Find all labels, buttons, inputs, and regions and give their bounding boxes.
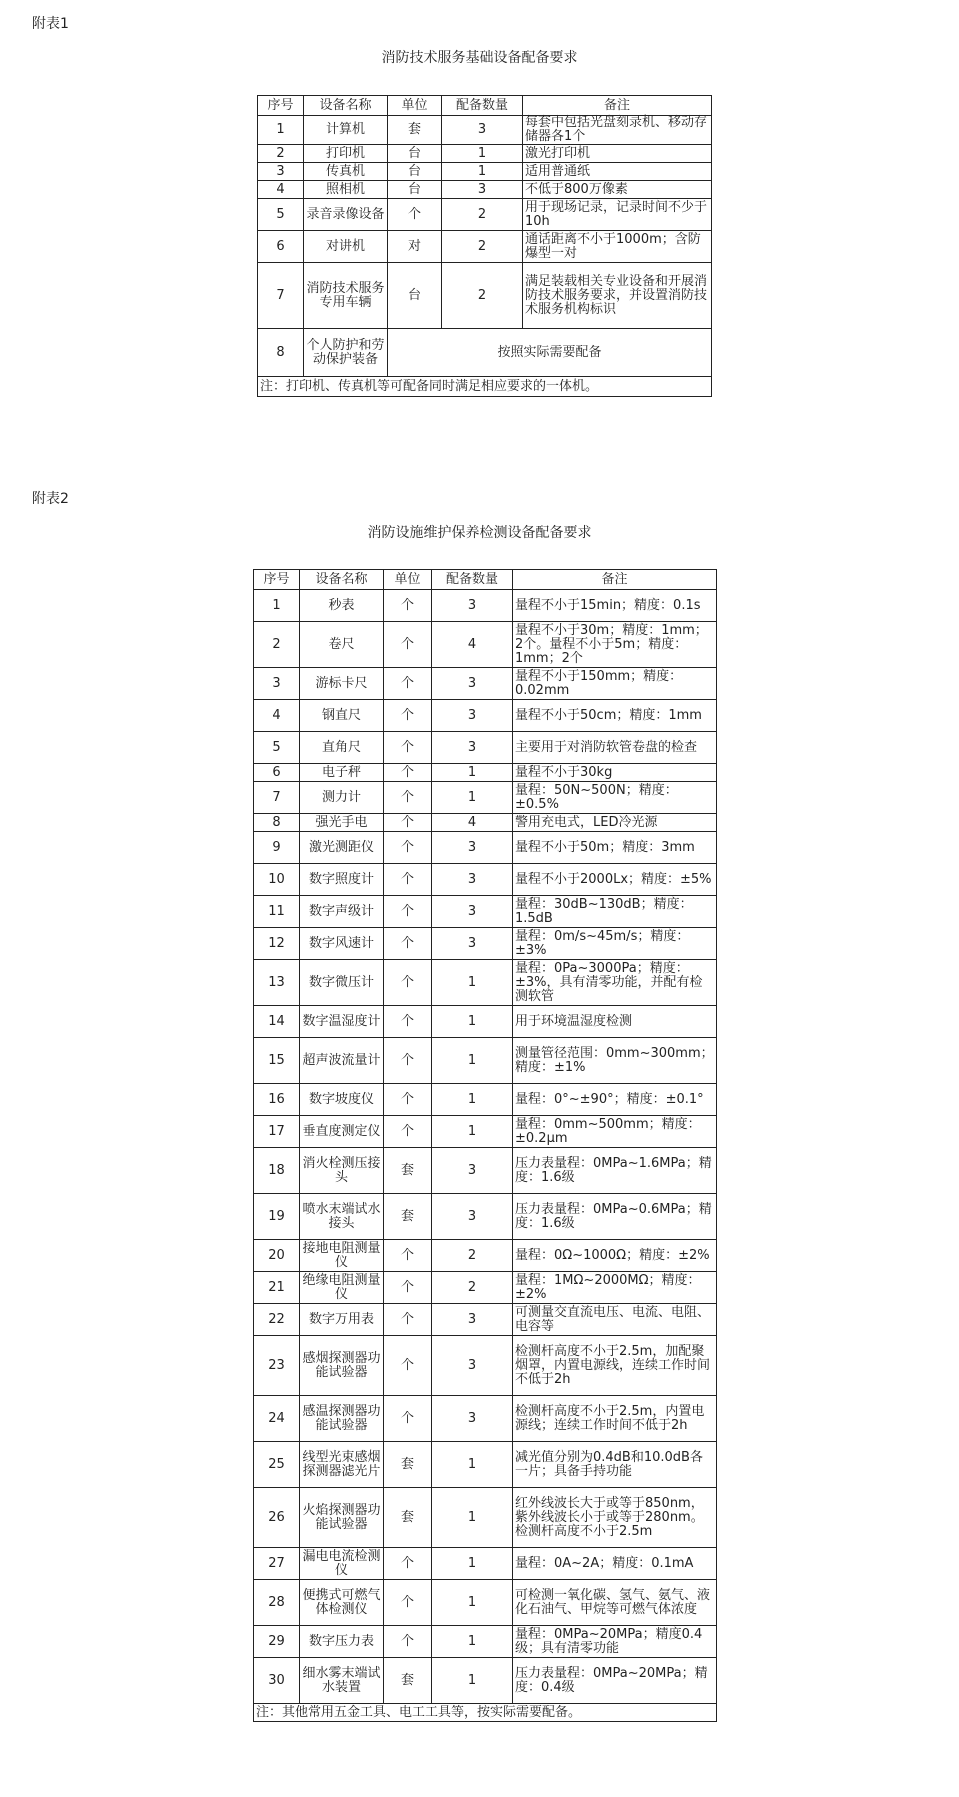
cell-note: 可检测一氧化碳、氢气、氨气、液化石油气、甲烷等可燃气体浓度 [513, 1580, 717, 1626]
cell-name: 个人防护和劳动保护装备 [304, 329, 388, 377]
cell-note: 满足装载相关专业设备和开展消防技术服务要求，并设置消防技术服务机构标识 [523, 263, 712, 329]
cell-qty: 1 [432, 1580, 513, 1626]
cell-qty: 1 [432, 1038, 513, 1084]
cell-qty: 2 [442, 263, 523, 329]
table-row [254, 960, 717, 1006]
cell-unit: 个 [384, 1304, 432, 1336]
table-row [254, 590, 717, 622]
cell-name: 火焰探测器功能试验器 [300, 1488, 384, 1548]
cell-name: 秒表 [300, 590, 384, 622]
table-row [254, 928, 717, 960]
cell-name: 喷水末端试水接头 [300, 1194, 384, 1240]
cell-unit: 个 [384, 1580, 432, 1626]
cell-no: 2 [258, 145, 304, 163]
cell-name: 数字声级计 [300, 896, 384, 928]
cell-no: 24 [254, 1396, 300, 1442]
cell-note: 用于环境温湿度检测 [513, 1006, 717, 1038]
cell-no: 3 [258, 163, 304, 181]
cell-no: 29 [254, 1626, 300, 1658]
cell-qty: 3 [442, 181, 523, 199]
column-header: 单位 [388, 96, 442, 116]
cell-name: 打印机 [304, 145, 388, 163]
cell-unit: 台 [388, 163, 442, 181]
cell-no: 3 [254, 668, 300, 700]
cell-qty: 4 [432, 622, 513, 668]
cell-unit: 对 [388, 231, 442, 263]
cell-qty: 3 [432, 1336, 513, 1396]
table-row [254, 1396, 717, 1442]
cell-note: 量程：1MΩ~2000MΩ；精度：±2% [513, 1272, 717, 1304]
cell-no: 13 [254, 960, 300, 1006]
cell-unit: 个 [384, 814, 432, 832]
cell-qty: 1 [432, 764, 513, 782]
cell-unit: 个 [384, 1006, 432, 1038]
appendix-1-label: 附表1 [32, 16, 69, 32]
cell-name: 消防技术服务专用车辆 [304, 263, 388, 329]
cell-no: 4 [258, 181, 304, 199]
cell-note: 量程不小于50m；精度：3mm [513, 832, 717, 864]
cell-qty: 1 [432, 782, 513, 814]
cell-qty: 1 [432, 1488, 513, 1548]
table-row [254, 764, 717, 782]
cell-unit: 个 [384, 1116, 432, 1148]
cell-unit: 个 [384, 832, 432, 864]
cell-no: 16 [254, 1084, 300, 1116]
column-header: 设备名称 [304, 96, 388, 116]
cell-no: 23 [254, 1336, 300, 1396]
cell-note: 压力表量程：0MPa~0.6MPa；精度：1.6级 [513, 1194, 717, 1240]
cell-unit: 个 [384, 622, 432, 668]
cell-unit: 个 [384, 1336, 432, 1396]
cell-name: 线型光束感烟探测器滤光片 [300, 1442, 384, 1488]
table-row [254, 1336, 717, 1396]
cell-unit: 个 [384, 896, 432, 928]
cell-name: 测力计 [300, 782, 384, 814]
cell-qty: 3 [432, 1304, 513, 1336]
table-row [254, 832, 717, 864]
table-row [254, 1272, 717, 1304]
table-row [254, 1548, 717, 1580]
column-header: 配备数量 [432, 570, 513, 590]
cell-name: 数字温湿度计 [300, 1006, 384, 1038]
table-row [258, 116, 712, 145]
appendix-2-label: 附表2 [32, 491, 69, 507]
cell-note: 检测杆高度不小于2.5m，加配聚烟罩，内置电源线，连续工作时间不低于2h [513, 1336, 717, 1396]
cell-unit: 台 [388, 145, 442, 163]
table-row [254, 668, 717, 700]
table-1-title: 消防技术服务基础设备配备要求 [381, 50, 578, 66]
cell-no: 28 [254, 1580, 300, 1626]
cell-no: 26 [254, 1488, 300, 1548]
table-row [258, 163, 712, 181]
cell-unit: 套 [384, 1442, 432, 1488]
cell-name: 数字坡度仪 [300, 1084, 384, 1116]
cell-name: 激光测距仪 [300, 832, 384, 864]
cell-qty: 1 [432, 1116, 513, 1148]
cell-note: 红外线波长大于或等于850nm，紫外线波长小于或等于280nm。检测杆高度不小于2.5m [513, 1488, 717, 1548]
table-row [254, 1194, 717, 1240]
table-row [254, 1006, 717, 1038]
table-row [254, 1148, 717, 1194]
cell-note: 主要用于对消防软管卷盘的检查 [513, 732, 717, 764]
cell-note: 可测量交直流电压、电流、电阻、电容等 [513, 1304, 717, 1336]
cell-name: 卷尺 [300, 622, 384, 668]
cell-qty: 1 [432, 1084, 513, 1116]
cell-note: 量程不小于50cm；精度：1mm [513, 700, 717, 732]
table-1-footnote: 注：打印机、传真机等可配备同时满足相应要求的一体机。 [258, 377, 712, 397]
cell-unit: 个 [384, 782, 432, 814]
table-row [254, 1658, 717, 1704]
cell-name: 直角尺 [300, 732, 384, 764]
cell-unit: 个 [384, 732, 432, 764]
table-row [258, 181, 712, 199]
table-row [254, 1084, 717, 1116]
cell-note: 量程：0mm~500mm；精度：±0.2μm [513, 1116, 717, 1148]
table-2-footnote-row [254, 1704, 717, 1722]
cell-name: 消火栓测压接头 [300, 1148, 384, 1194]
cell-unit: 个 [384, 1038, 432, 1084]
cell-unit: 台 [388, 263, 442, 329]
cell-note: 量程：0Ω~1000Ω；精度：±2% [513, 1240, 717, 1272]
cell-note: 压力表量程：0MPa~1.6MPa；精度：1.6级 [513, 1148, 717, 1194]
table-1-footnote-row [258, 377, 712, 397]
table-row [254, 1488, 717, 1548]
cell-note: 量程不小于150mm；精度：0.02mm [513, 668, 717, 700]
cell-note: 量程不小于2000Lx；精度：±5% [513, 864, 717, 896]
cell-note: 激光打印机 [523, 145, 712, 163]
cell-no: 12 [254, 928, 300, 960]
cell-note: 量程：0MPa~20MPa；精度0.4级；具有清零功能 [513, 1626, 717, 1658]
cell-no: 2 [254, 622, 300, 668]
table-row [254, 1038, 717, 1084]
cell-no: 6 [258, 231, 304, 263]
cell-no: 8 [254, 814, 300, 832]
cell-no: 17 [254, 1116, 300, 1148]
cell-qty: 3 [432, 896, 513, 928]
table-row [254, 864, 717, 896]
cell-name: 数字微压计 [300, 960, 384, 1006]
cell-unit: 个 [388, 199, 442, 231]
cell-merged-note: 按照实际需要配备 [388, 329, 712, 377]
cell-no: 10 [254, 864, 300, 896]
cell-qty: 3 [432, 1148, 513, 1194]
cell-unit: 个 [384, 764, 432, 782]
table-row [254, 1626, 717, 1658]
cell-name: 绝缘电阻测量仪 [300, 1272, 384, 1304]
cell-qty: 2 [432, 1240, 513, 1272]
cell-qty: 1 [432, 1006, 513, 1038]
cell-no: 22 [254, 1304, 300, 1336]
cell-name: 计算机 [304, 116, 388, 145]
cell-no: 1 [254, 590, 300, 622]
cell-unit: 个 [384, 928, 432, 960]
cell-note: 量程：50N~500N；精度：±0.5% [513, 782, 717, 814]
cell-no: 5 [258, 199, 304, 231]
cell-no: 5 [254, 732, 300, 764]
cell-name: 强光手电 [300, 814, 384, 832]
cell-unit: 个 [384, 1272, 432, 1304]
column-header: 单位 [384, 570, 432, 590]
cell-note: 适用普通纸 [523, 163, 712, 181]
cell-qty: 4 [432, 814, 513, 832]
cell-unit: 个 [384, 960, 432, 1006]
cell-name: 数字照度计 [300, 864, 384, 896]
cell-unit: 个 [384, 1396, 432, 1442]
cell-name: 细水雾末端试水装置 [300, 1658, 384, 1704]
cell-qty: 1 [432, 1626, 513, 1658]
cell-name: 感温探测器功能试验器 [300, 1396, 384, 1442]
table-row [254, 1240, 717, 1272]
table-row [258, 199, 712, 231]
cell-no: 7 [254, 782, 300, 814]
cell-name: 超声波流量计 [300, 1038, 384, 1084]
cell-qty: 1 [432, 960, 513, 1006]
cell-no: 19 [254, 1194, 300, 1240]
cell-qty: 2 [432, 1272, 513, 1304]
cell-note: 测量管径范围：0mm~300mm；精度：±1% [513, 1038, 717, 1084]
cell-qty: 1 [442, 145, 523, 163]
cell-name: 电子秤 [300, 764, 384, 782]
cell-qty: 3 [432, 928, 513, 960]
cell-unit: 套 [384, 1658, 432, 1704]
cell-unit: 台 [388, 181, 442, 199]
cell-name: 感烟探测器功能试验器 [300, 1336, 384, 1396]
cell-qty: 3 [432, 1396, 513, 1442]
cell-unit: 个 [384, 1626, 432, 1658]
column-header: 备注 [513, 570, 717, 590]
cell-no: 6 [254, 764, 300, 782]
column-header: 设备名称 [300, 570, 384, 590]
cell-unit: 个 [384, 1084, 432, 1116]
cell-no: 9 [254, 832, 300, 864]
cell-note: 警用充电式，LED冷光源 [513, 814, 717, 832]
cell-name: 漏电电流检测仪 [300, 1548, 384, 1580]
cell-qty: 3 [432, 864, 513, 896]
cell-qty: 1 [432, 1442, 513, 1488]
cell-note: 量程不小于30m；精度：1mm；2个。量程不小于5m；精度：1mm；2个 [513, 622, 717, 668]
cell-note: 减光值分别为0.4dB和10.0dB各一片；具备手持功能 [513, 1442, 717, 1488]
table-row [254, 814, 717, 832]
table-row [258, 231, 712, 263]
cell-unit: 套 [384, 1488, 432, 1548]
cell-name: 垂直度测定仪 [300, 1116, 384, 1148]
cell-qty: 3 [432, 700, 513, 732]
cell-note: 量程：0m/s~45m/s；精度：±3% [513, 928, 717, 960]
cell-qty: 3 [432, 1194, 513, 1240]
cell-no: 15 [254, 1038, 300, 1084]
cell-note: 量程：0A~2A；精度：0.1mA [513, 1548, 717, 1580]
cell-no: 21 [254, 1272, 300, 1304]
table-row [254, 732, 717, 764]
cell-no: 1 [258, 116, 304, 145]
cell-no: 11 [254, 896, 300, 928]
cell-unit: 个 [384, 590, 432, 622]
cell-note: 通话距离不小于1000m；含防爆型一对 [523, 231, 712, 263]
cell-no: 8 [258, 329, 304, 377]
cell-no: 4 [254, 700, 300, 732]
cell-qty: 2 [442, 199, 523, 231]
cell-qty: 1 [442, 163, 523, 181]
table-row [254, 896, 717, 928]
table-row [254, 1304, 717, 1336]
cell-note: 检测杆高度不小于2.5m，内置电源线；连续工作时间不低于2h [513, 1396, 717, 1442]
cell-qty: 3 [432, 668, 513, 700]
cell-name: 数字风速计 [300, 928, 384, 960]
table-2 [253, 569, 717, 1722]
table-row [258, 263, 712, 329]
cell-unit: 套 [384, 1148, 432, 1194]
cell-qty: 1 [432, 1548, 513, 1580]
cell-name: 接地电阻测量仪 [300, 1240, 384, 1272]
table-row [254, 1580, 717, 1626]
cell-note: 压力表量程：0MPa~20MPa；精度：0.4级 [513, 1658, 717, 1704]
cell-unit: 个 [384, 700, 432, 732]
cell-no: 27 [254, 1548, 300, 1580]
table-2-header-row [254, 570, 717, 590]
table-row [254, 782, 717, 814]
cell-unit: 个 [384, 1240, 432, 1272]
cell-note: 量程：0°~±90°；精度：±0.1° [513, 1084, 717, 1116]
cell-note: 量程：0Pa~3000Pa；精度：±3%，具有清零功能，并配有检测软管 [513, 960, 717, 1006]
cell-name: 钢直尺 [300, 700, 384, 732]
table-2-footnote: 注：其他常用五金工具、电工工具等，按实际需要配备。 [254, 1704, 717, 1722]
cell-unit: 个 [384, 1548, 432, 1580]
cell-note: 量程不小于15min；精度：0.1s [513, 590, 717, 622]
cell-unit: 套 [384, 1194, 432, 1240]
cell-qty: 3 [432, 590, 513, 622]
cell-no: 25 [254, 1442, 300, 1488]
cell-note: 不低于800万像素 [523, 181, 712, 199]
cell-name: 录音录像设备 [304, 199, 388, 231]
cell-note: 量程不小于30kg [513, 764, 717, 782]
table-row [254, 700, 717, 732]
cell-unit: 个 [384, 864, 432, 896]
table-2-title: 消防设施维护保养检测设备配备要求 [367, 525, 592, 541]
cell-qty: 3 [442, 116, 523, 145]
cell-no: 14 [254, 1006, 300, 1038]
cell-name: 游标卡尺 [300, 668, 384, 700]
table-row [254, 1442, 717, 1488]
cell-qty: 3 [432, 732, 513, 764]
cell-unit: 套 [388, 116, 442, 145]
table-row [254, 622, 717, 668]
table-1 [257, 95, 712, 397]
table-row [258, 329, 712, 377]
cell-name: 数字压力表 [300, 1626, 384, 1658]
column-header: 备注 [523, 96, 712, 116]
cell-qty: 1 [432, 1658, 513, 1704]
cell-unit: 个 [384, 668, 432, 700]
cell-no: 18 [254, 1148, 300, 1194]
cell-name: 传真机 [304, 163, 388, 181]
cell-qty: 2 [442, 231, 523, 263]
table-row [258, 145, 712, 163]
table-row [254, 1116, 717, 1148]
cell-note: 量程：30dB~130dB；精度：1.5dB [513, 896, 717, 928]
cell-note: 用于现场记录，记录时间不少于10h [523, 199, 712, 231]
table-1-header-row [258, 96, 712, 116]
cell-name: 便携式可燃气体检测仪 [300, 1580, 384, 1626]
cell-name: 对讲机 [304, 231, 388, 263]
cell-name: 数字万用表 [300, 1304, 384, 1336]
cell-note: 每套中包括光盘刻录机、移动存储器各1个 [523, 116, 712, 145]
column-header: 序号 [258, 96, 304, 116]
cell-no: 30 [254, 1658, 300, 1704]
cell-no: 7 [258, 263, 304, 329]
cell-qty: 3 [432, 832, 513, 864]
column-header: 序号 [254, 570, 300, 590]
cell-no: 20 [254, 1240, 300, 1272]
column-header: 配备数量 [442, 96, 523, 116]
cell-name: 照相机 [304, 181, 388, 199]
